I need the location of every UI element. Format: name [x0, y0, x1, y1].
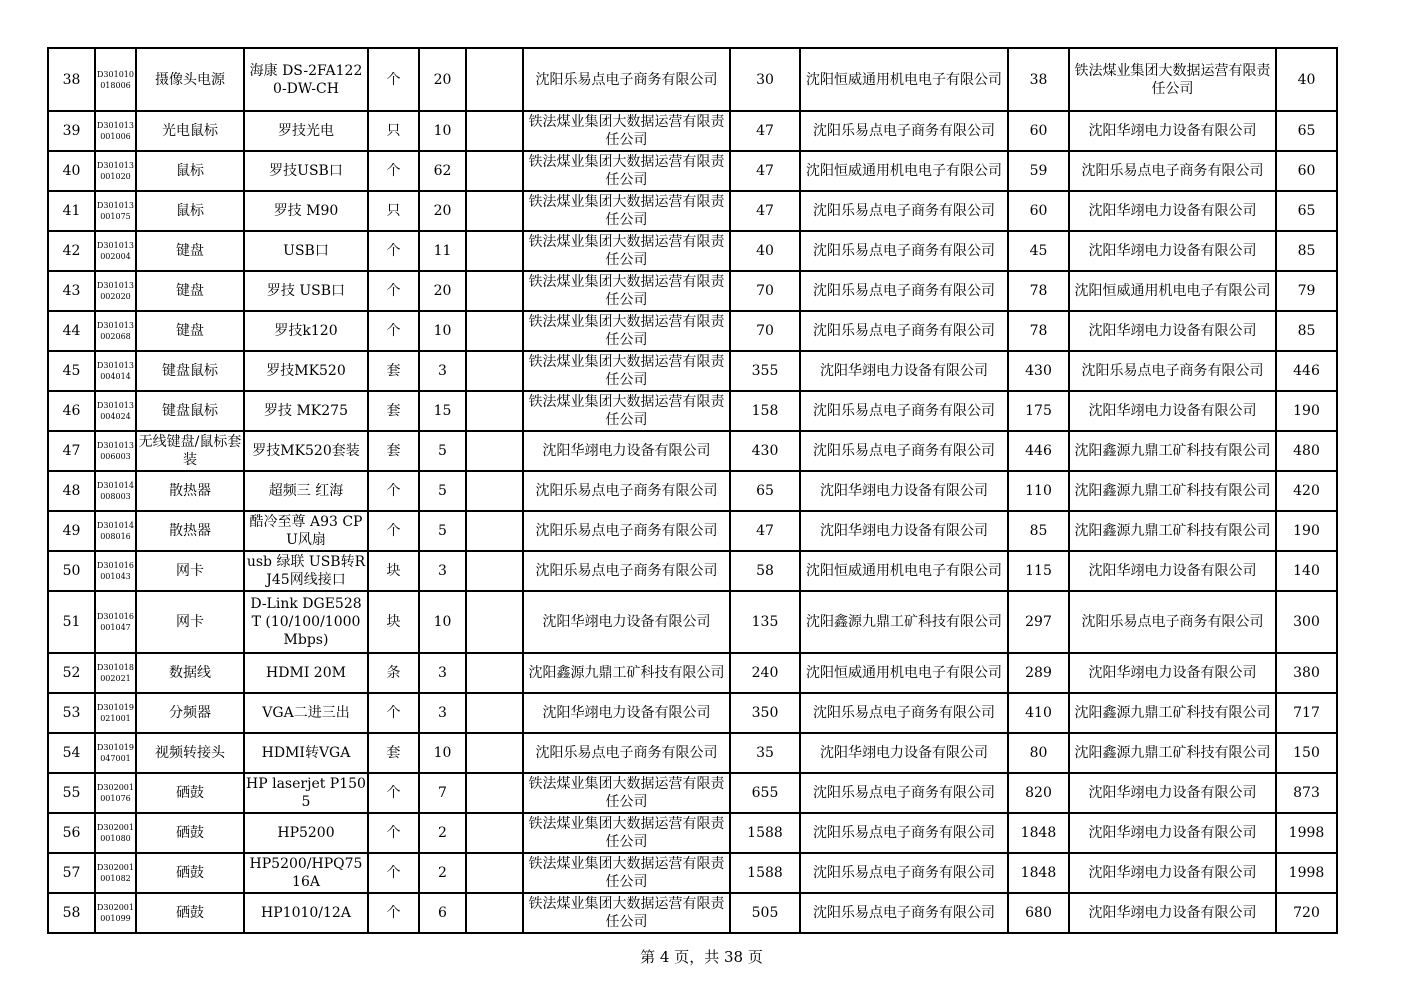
- supplier-2-name: 沈阳华翊电力设备有限公司: [800, 511, 1008, 551]
- supplier-2-price: 1848: [1008, 853, 1069, 893]
- table-row: [48, 813, 1337, 853]
- supplier-3-name: 沈阳华翊电力设备有限公司: [1069, 813, 1276, 853]
- supplier-3-price: 190: [1276, 391, 1337, 431]
- supplier-2-price: 680: [1008, 893, 1069, 933]
- supplier-2-name: 沈阳乐易点电子商务有限公司: [800, 311, 1008, 351]
- item-quantity: 3: [419, 351, 466, 391]
- item-unit: 条: [368, 653, 419, 693]
- supplier-2-price: 59: [1008, 151, 1069, 191]
- item-note: [466, 431, 523, 471]
- material-code: D301019 021001: [95, 693, 136, 733]
- supplier-2-name: 沈阳华翊电力设备有限公司: [800, 351, 1008, 391]
- item-note: [466, 351, 523, 391]
- item-spec: 罗技USB口: [244, 151, 368, 191]
- row-number: 52: [48, 653, 95, 693]
- item-name: 网卡: [136, 551, 244, 591]
- row-number: 55: [48, 773, 95, 813]
- supplier-1-name: 沈阳华翊电力设备有限公司: [523, 591, 730, 653]
- supplier-1-price: 35: [730, 733, 800, 773]
- supplier-2-name: 沈阳恒威通用机电电子有限公司: [800, 48, 1008, 111]
- material-code: D301013 002068: [95, 311, 136, 351]
- supplier-1-name: 铁法煤业集团大数据运营有限责任公司: [523, 111, 730, 151]
- item-unit: 只: [368, 111, 419, 151]
- supplier-2-name: 沈阳乐易点电子商务有限公司: [800, 853, 1008, 893]
- item-unit: 个: [368, 773, 419, 813]
- supplier-1-name: 铁法煤业集团大数据运营有限责任公司: [523, 151, 730, 191]
- item-spec: 酷冷至尊 A93 CPU风扇: [244, 511, 368, 551]
- item-spec: D-Link DGE528T (10/100/1000Mbps): [244, 591, 368, 653]
- supplier-2-name: 沈阳乐易点电子商务有限公司: [800, 271, 1008, 311]
- item-name: 键盘: [136, 231, 244, 271]
- row-number: 53: [48, 693, 95, 733]
- row-number: 45: [48, 351, 95, 391]
- item-unit: 套: [368, 733, 419, 773]
- supplier-2-name: 沈阳乐易点电子商务有限公司: [800, 391, 1008, 431]
- material-code: D301013 004014: [95, 351, 136, 391]
- table-row: [48, 271, 1337, 311]
- row-number: 44: [48, 311, 95, 351]
- supplier-3-price: 380: [1276, 653, 1337, 693]
- item-note: [466, 893, 523, 933]
- item-name: 视频转接头: [136, 733, 244, 773]
- supplier-2-price: 85: [1008, 511, 1069, 551]
- item-unit: 块: [368, 551, 419, 591]
- table-row: [48, 471, 1337, 511]
- item-name: 键盘: [136, 311, 244, 351]
- supplier-3-name: 沈阳乐易点电子商务有限公司: [1069, 351, 1276, 391]
- item-name: 键盘鼠标: [136, 391, 244, 431]
- table-row: [48, 733, 1337, 773]
- table-row: [48, 231, 1337, 271]
- table-row: [48, 773, 1337, 813]
- item-quantity: 20: [419, 271, 466, 311]
- table-row: [48, 591, 1337, 653]
- item-note: [466, 551, 523, 591]
- item-quantity: 2: [419, 853, 466, 893]
- item-note: [466, 471, 523, 511]
- supplier-3-price: 873: [1276, 773, 1337, 813]
- item-name: 分频器: [136, 693, 244, 733]
- supplier-2-name: 沈阳华翊电力设备有限公司: [800, 733, 1008, 773]
- item-quantity: 3: [419, 551, 466, 591]
- supplier-1-price: 430: [730, 431, 800, 471]
- supplier-3-name: 沈阳鑫源九鼎工矿科技有限公司: [1069, 693, 1276, 733]
- item-name: 键盘: [136, 271, 244, 311]
- row-number: 41: [48, 191, 95, 231]
- item-spec: 罗技k120: [244, 311, 368, 351]
- supplier-3-name: 沈阳鑫源九鼎工矿科技有限公司: [1069, 733, 1276, 773]
- supplier-3-name: 沈阳华翊电力设备有限公司: [1069, 191, 1276, 231]
- supplier-1-price: 47: [730, 111, 800, 151]
- material-code: D302001 001082: [95, 853, 136, 893]
- supplier-1-price: 655: [730, 773, 800, 813]
- supplier-1-name: 沈阳乐易点电子商务有限公司: [523, 733, 730, 773]
- row-number: 48: [48, 471, 95, 511]
- supplier-1-price: 1588: [730, 853, 800, 893]
- supplier-3-name: 沈阳鑫源九鼎工矿科技有限公司: [1069, 431, 1276, 471]
- supplier-2-price: 110: [1008, 471, 1069, 511]
- supplier-1-name: 沈阳华翊电力设备有限公司: [523, 431, 730, 471]
- item-unit: 个: [368, 893, 419, 933]
- supplier-3-price: 446: [1276, 351, 1337, 391]
- material-code: D301018 002021: [95, 653, 136, 693]
- supplier-3-name: 沈阳华翊电力设备有限公司: [1069, 773, 1276, 813]
- material-code: D301013 002020: [95, 271, 136, 311]
- material-code: D301016 001047: [95, 591, 136, 653]
- item-note: [466, 111, 523, 151]
- supplier-3-name: 沈阳鑫源九鼎工矿科技有限公司: [1069, 511, 1276, 551]
- supplier-2-name: 沈阳乐易点电子商务有限公司: [800, 893, 1008, 933]
- table-row: [48, 48, 1337, 111]
- supplier-2-price: 297: [1008, 591, 1069, 653]
- item-note: [466, 151, 523, 191]
- item-quantity: 15: [419, 391, 466, 431]
- table-row: [48, 391, 1337, 431]
- supplier-2-name: 沈阳鑫源九鼎工矿科技有限公司: [800, 591, 1008, 653]
- row-number: 56: [48, 813, 95, 853]
- material-code: D301013 004024: [95, 391, 136, 431]
- supplier-1-name: 沈阳乐易点电子商务有限公司: [523, 48, 730, 111]
- item-spec: VGA二进三出: [244, 693, 368, 733]
- supplier-2-price: 289: [1008, 653, 1069, 693]
- material-code: D301010 018006: [95, 48, 136, 111]
- supplier-3-price: 40: [1276, 48, 1337, 111]
- supplier-2-price: 430: [1008, 351, 1069, 391]
- item-name: 硒鼓: [136, 893, 244, 933]
- supplier-1-price: 350: [730, 693, 800, 733]
- item-note: [466, 231, 523, 271]
- supplier-3-price: 60: [1276, 151, 1337, 191]
- supplier-1-name: 铁法煤业集团大数据运营有限责任公司: [523, 391, 730, 431]
- supplier-1-price: 70: [730, 311, 800, 351]
- row-number: 58: [48, 893, 95, 933]
- item-note: [466, 271, 523, 311]
- item-spec: 罗技光电: [244, 111, 368, 151]
- table-row: [48, 693, 1337, 733]
- item-spec: 罗技MK520套装: [244, 431, 368, 471]
- table-row: [48, 311, 1337, 351]
- item-name: 摄像头电源: [136, 48, 244, 111]
- item-spec: USB口: [244, 231, 368, 271]
- supplier-2-name: 沈阳乐易点电子商务有限公司: [800, 231, 1008, 271]
- supplier-3-price: 65: [1276, 191, 1337, 231]
- supplier-3-price: 480: [1276, 431, 1337, 471]
- table-row: [48, 111, 1337, 151]
- supplier-1-price: 1588: [730, 813, 800, 853]
- item-quantity: 20: [419, 191, 466, 231]
- item-name: 硒鼓: [136, 773, 244, 813]
- item-spec: HDMI转VGA: [244, 733, 368, 773]
- supplier-3-price: 140: [1276, 551, 1337, 591]
- item-quantity: 2: [419, 813, 466, 853]
- item-unit: 个: [368, 693, 419, 733]
- supplier-3-name: 沈阳华翊电力设备有限公司: [1069, 853, 1276, 893]
- row-number: 47: [48, 431, 95, 471]
- supplier-2-price: 446: [1008, 431, 1069, 471]
- item-spec: 罗技 MK275: [244, 391, 368, 431]
- material-code: D301019 047001: [95, 733, 136, 773]
- item-quantity: 5: [419, 511, 466, 551]
- supplier-1-name: 沈阳鑫源九鼎工矿科技有限公司: [523, 653, 730, 693]
- supplier-1-name: 铁法煤业集团大数据运营有限责任公司: [523, 231, 730, 271]
- item-note: [466, 591, 523, 653]
- supplier-1-price: 40: [730, 231, 800, 271]
- item-unit: 套: [368, 431, 419, 471]
- item-unit: 个: [368, 48, 419, 111]
- supplier-2-name: 沈阳乐易点电子商务有限公司: [800, 431, 1008, 471]
- supplier-1-name: 沈阳华翊电力设备有限公司: [523, 693, 730, 733]
- row-number: 43: [48, 271, 95, 311]
- item-note: [466, 813, 523, 853]
- supplier-2-price: 115: [1008, 551, 1069, 591]
- item-unit: 个: [368, 271, 419, 311]
- supplier-2-name: 沈阳恒威通用机电电子有限公司: [800, 653, 1008, 693]
- supplier-1-name: 铁法煤业集团大数据运营有限责任公司: [523, 191, 730, 231]
- supplier-1-price: 47: [730, 151, 800, 191]
- supplier-3-name: 沈阳华翊电力设备有限公司: [1069, 111, 1276, 151]
- item-quantity: 62: [419, 151, 466, 191]
- supplier-2-price: 60: [1008, 191, 1069, 231]
- item-unit: 套: [368, 351, 419, 391]
- item-note: [466, 48, 523, 111]
- item-quantity: 11: [419, 231, 466, 271]
- item-spec: 罗技MK520: [244, 351, 368, 391]
- item-quantity: 7: [419, 773, 466, 813]
- supplier-2-price: 45: [1008, 231, 1069, 271]
- supplier-3-price: 420: [1276, 471, 1337, 511]
- item-quantity: 10: [419, 591, 466, 653]
- item-name: 散热器: [136, 511, 244, 551]
- material-code: D301013 002004: [95, 231, 136, 271]
- item-unit: 套: [368, 391, 419, 431]
- supplier-1-name: 铁法煤业集团大数据运营有限责任公司: [523, 271, 730, 311]
- supplier-1-price: 58: [730, 551, 800, 591]
- supplier-3-price: 85: [1276, 311, 1337, 351]
- item-name: 鼠标: [136, 191, 244, 231]
- table-row: [48, 551, 1337, 591]
- supplier-3-name: 沈阳华翊电力设备有限公司: [1069, 311, 1276, 351]
- item-quantity: 6: [419, 893, 466, 933]
- supplier-1-name: 沈阳乐易点电子商务有限公司: [523, 511, 730, 551]
- item-quantity: 10: [419, 111, 466, 151]
- row-number: 50: [48, 551, 95, 591]
- supplier-1-name: 铁法煤业集团大数据运营有限责任公司: [523, 853, 730, 893]
- supplier-1-price: 135: [730, 591, 800, 653]
- material-code: D302001 001099: [95, 893, 136, 933]
- item-note: [466, 773, 523, 813]
- item-spec: 罗技 USB口: [244, 271, 368, 311]
- supplier-3-name: 沈阳华翊电力设备有限公司: [1069, 231, 1276, 271]
- item-spec: HP1010/12A: [244, 893, 368, 933]
- material-code: D301013 006003: [95, 431, 136, 471]
- item-note: [466, 391, 523, 431]
- material-code: D301014 008016: [95, 511, 136, 551]
- supplier-3-name: 铁法煤业集团大数据运营有限责任公司: [1069, 48, 1276, 111]
- supplier-1-price: 355: [730, 351, 800, 391]
- supplier-3-price: 720: [1276, 893, 1337, 933]
- table-row: [48, 431, 1337, 471]
- supplier-1-price: 505: [730, 893, 800, 933]
- item-spec: usb 绿联 USB转RJ45网线接口: [244, 551, 368, 591]
- item-note: [466, 311, 523, 351]
- supplier-1-price: 240: [730, 653, 800, 693]
- supplier-3-price: 79: [1276, 271, 1337, 311]
- supplier-1-name: 沈阳乐易点电子商务有限公司: [523, 551, 730, 591]
- row-number: 57: [48, 853, 95, 893]
- supplier-3-price: 190: [1276, 511, 1337, 551]
- supplier-1-price: 47: [730, 191, 800, 231]
- item-name: 光电鼠标: [136, 111, 244, 151]
- item-quantity: 5: [419, 471, 466, 511]
- item-quantity: 20: [419, 48, 466, 111]
- item-note: [466, 191, 523, 231]
- item-name: 硒鼓: [136, 813, 244, 853]
- supplier-2-name: 沈阳乐易点电子商务有限公司: [800, 813, 1008, 853]
- material-code: D301013 001020: [95, 151, 136, 191]
- supplier-2-name: 沈阳乐易点电子商务有限公司: [800, 693, 1008, 733]
- item-quantity: 10: [419, 311, 466, 351]
- item-spec: 罗技 M90: [244, 191, 368, 231]
- item-spec: HP laserjet P1505: [244, 773, 368, 813]
- item-name: 无线键盘/鼠标套装: [136, 431, 244, 471]
- row-number: 42: [48, 231, 95, 271]
- supplier-1-price: 65: [730, 471, 800, 511]
- supplier-1-price: 47: [730, 511, 800, 551]
- supplier-2-name: 沈阳乐易点电子商务有限公司: [800, 111, 1008, 151]
- item-unit: 个: [368, 853, 419, 893]
- supplier-2-price: 175: [1008, 391, 1069, 431]
- row-number: 46: [48, 391, 95, 431]
- supplier-3-name: 沈阳华翊电力设备有限公司: [1069, 391, 1276, 431]
- supplier-2-name: 沈阳恒威通用机电电子有限公司: [800, 151, 1008, 191]
- item-spec: HP5200/HPQ7516A: [244, 853, 368, 893]
- supplier-3-price: 65: [1276, 111, 1337, 151]
- item-unit: 个: [368, 231, 419, 271]
- item-quantity: 3: [419, 693, 466, 733]
- table-row: [48, 351, 1337, 391]
- item-unit: 个: [368, 511, 419, 551]
- supplier-3-name: 沈阳鑫源九鼎工矿科技有限公司: [1069, 471, 1276, 511]
- row-number: 54: [48, 733, 95, 773]
- supplier-2-price: 820: [1008, 773, 1069, 813]
- item-quantity: 5: [419, 431, 466, 471]
- supplier-1-name: 铁法煤业集团大数据运营有限责任公司: [523, 351, 730, 391]
- supplier-2-price: 80: [1008, 733, 1069, 773]
- item-spec: HP5200: [244, 813, 368, 853]
- item-spec: 海康 DS-2FA1220-DW-CH: [244, 48, 368, 111]
- supplier-3-name: 沈阳华翊电力设备有限公司: [1069, 893, 1276, 933]
- supplier-1-name: 铁法煤业集团大数据运营有限责任公司: [523, 893, 730, 933]
- supplier-2-name: 沈阳乐易点电子商务有限公司: [800, 191, 1008, 231]
- supplier-2-name: 沈阳乐易点电子商务有限公司: [800, 773, 1008, 813]
- row-number: 39: [48, 111, 95, 151]
- item-unit: 个: [368, 151, 419, 191]
- row-number: 49: [48, 511, 95, 551]
- supplier-3-price: 150: [1276, 733, 1337, 773]
- item-name: 硒鼓: [136, 853, 244, 893]
- supplier-3-price: 1998: [1276, 813, 1337, 853]
- item-name: 鼠标: [136, 151, 244, 191]
- supplier-2-name: 沈阳恒威通用机电电子有限公司: [800, 551, 1008, 591]
- supplier-3-price: 85: [1276, 231, 1337, 271]
- item-unit: 个: [368, 813, 419, 853]
- supplier-3-name: 沈阳乐易点电子商务有限公司: [1069, 591, 1276, 653]
- supplier-1-price: 70: [730, 271, 800, 311]
- item-spec: 超频三 红海: [244, 471, 368, 511]
- supplier-3-price: 717: [1276, 693, 1337, 733]
- supplier-1-price: 158: [730, 391, 800, 431]
- supplier-2-price: 1848: [1008, 813, 1069, 853]
- supplier-3-name: 沈阳恒威通用机电电子有限公司: [1069, 271, 1276, 311]
- material-code: D301016 001043: [95, 551, 136, 591]
- material-code: D302001 001080: [95, 813, 136, 853]
- supplier-1-name: 铁法煤业集团大数据运营有限责任公司: [523, 311, 730, 351]
- row-number: 51: [48, 591, 95, 653]
- table-row: [48, 653, 1337, 693]
- supplier-1-price: 30: [730, 48, 800, 111]
- item-unit: 个: [368, 311, 419, 351]
- row-number: 40: [48, 151, 95, 191]
- item-note: [466, 653, 523, 693]
- material-code: D301013 001075: [95, 191, 136, 231]
- material-code: D301013 001006: [95, 111, 136, 151]
- material-code: D302001 001076: [95, 773, 136, 813]
- item-note: [466, 733, 523, 773]
- supplier-3-name: 沈阳华翊电力设备有限公司: [1069, 551, 1276, 591]
- item-note: [466, 511, 523, 551]
- supplier-3-price: 300: [1276, 591, 1337, 653]
- table-row: [48, 151, 1337, 191]
- item-unit: 只: [368, 191, 419, 231]
- supplier-1-name: 铁法煤业集团大数据运营有限责任公司: [523, 813, 730, 853]
- item-quantity: 3: [419, 653, 466, 693]
- table-row: [48, 893, 1337, 933]
- price-comparison-table: [47, 47, 1338, 934]
- row-number: 38: [48, 48, 95, 111]
- table-row: [48, 853, 1337, 893]
- supplier-3-name: 沈阳华翊电力设备有限公司: [1069, 653, 1276, 693]
- item-name: 网卡: [136, 591, 244, 653]
- supplier-2-price: 78: [1008, 271, 1069, 311]
- material-code: D301014 008003: [95, 471, 136, 511]
- item-quantity: 10: [419, 733, 466, 773]
- supplier-3-name: 沈阳乐易点电子商务有限公司: [1069, 151, 1276, 191]
- item-name: 键盘鼠标: [136, 351, 244, 391]
- item-spec: HDMI 20M: [244, 653, 368, 693]
- page-footer: 第 4 页，共 38 页: [640, 948, 763, 966]
- item-unit: 块: [368, 591, 419, 653]
- supplier-2-name: 沈阳华翊电力设备有限公司: [800, 471, 1008, 511]
- supplier-3-price: 1998: [1276, 853, 1337, 893]
- table-row: [48, 511, 1337, 551]
- item-unit: 个: [368, 471, 419, 511]
- item-note: [466, 853, 523, 893]
- supplier-1-name: 沈阳乐易点电子商务有限公司: [523, 471, 730, 511]
- supplier-2-price: 78: [1008, 311, 1069, 351]
- item-name: 散热器: [136, 471, 244, 511]
- table-row: [48, 191, 1337, 231]
- supplier-2-price: 38: [1008, 48, 1069, 111]
- item-name: 数据线: [136, 653, 244, 693]
- supplier-1-name: 铁法煤业集团大数据运营有限责任公司: [523, 773, 730, 813]
- supplier-2-price: 60: [1008, 111, 1069, 151]
- item-note: [466, 693, 523, 733]
- supplier-2-price: 410: [1008, 693, 1069, 733]
